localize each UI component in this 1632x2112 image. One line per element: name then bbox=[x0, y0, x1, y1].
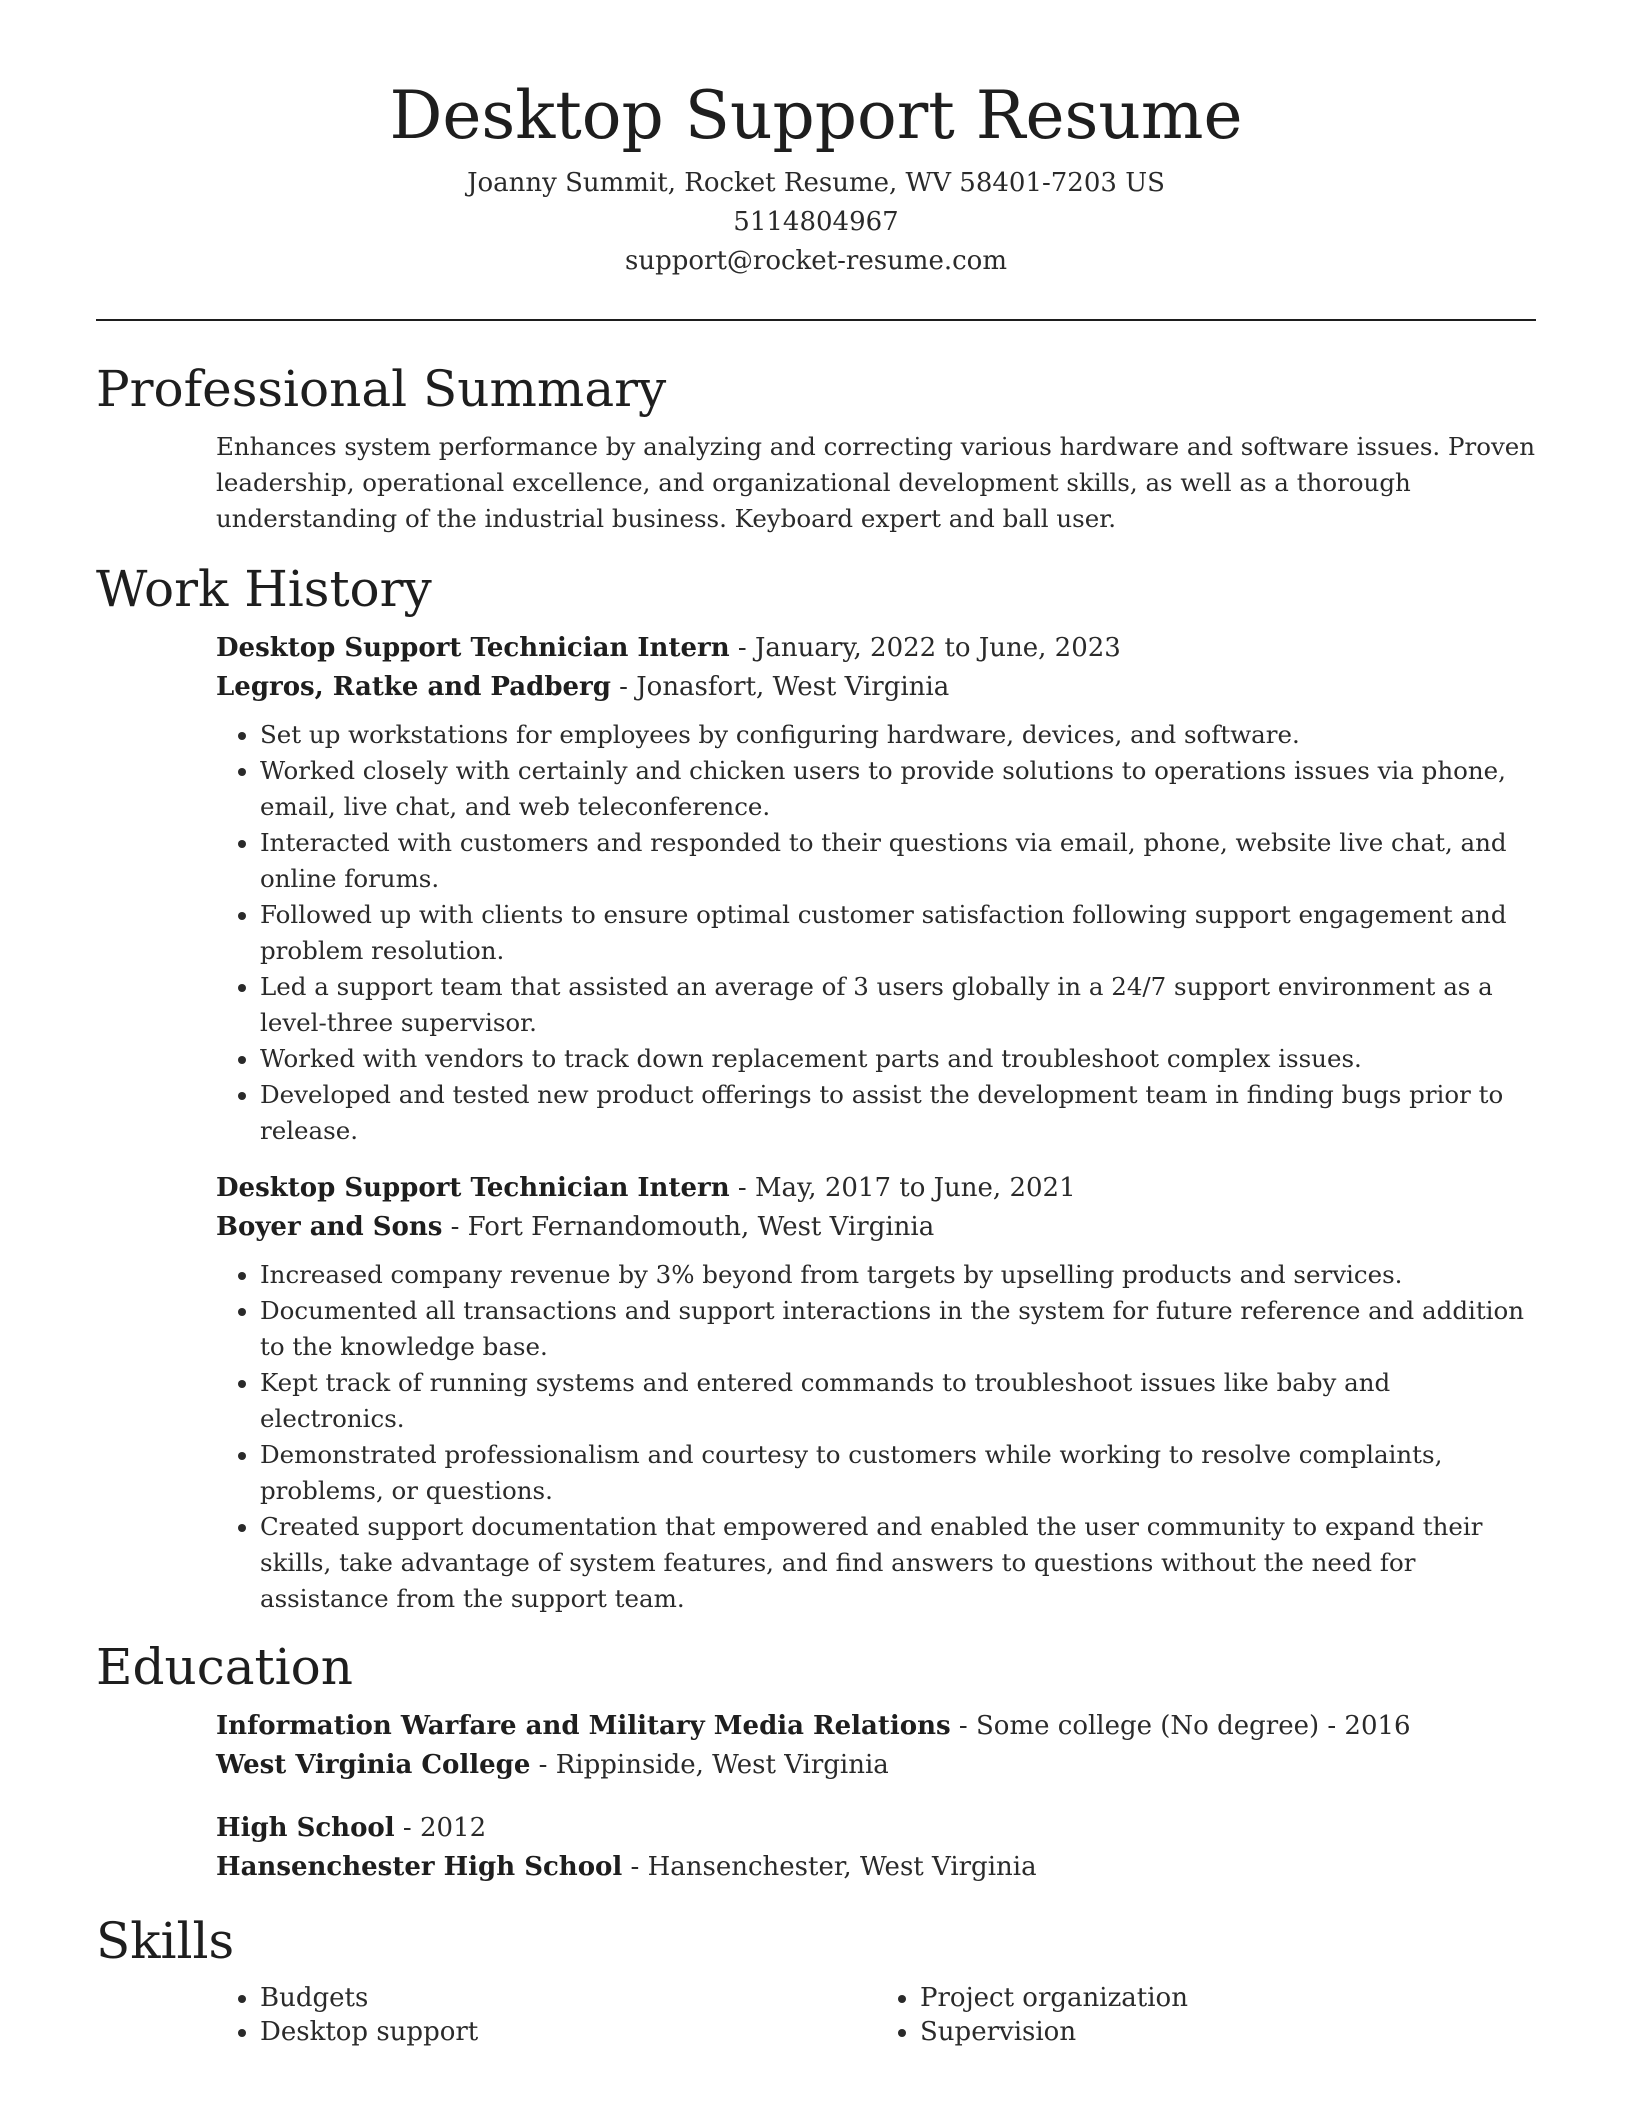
job-location: - Jonasfort, West Virginia bbox=[610, 671, 950, 702]
job-bullet: • Worked with vendors to track down replacement parts and troubleshoot complex issues. bbox=[260, 1041, 1536, 1077]
job-entry bbox=[216, 629, 1536, 1149]
skill-item: • Project organization bbox=[920, 1981, 1536, 2015]
job-company: Boyer and Sons bbox=[216, 1211, 443, 1242]
job-role: Desktop Support Technician Intern bbox=[216, 1172, 730, 1203]
job-company-line bbox=[216, 668, 1536, 707]
skills-list-right bbox=[876, 1981, 1536, 2049]
education-section bbox=[96, 1637, 1536, 1887]
education-entry bbox=[216, 1809, 1536, 1887]
header-divider bbox=[96, 319, 1536, 321]
job-company: Legros, Ratke and Padberg bbox=[216, 671, 611, 702]
education-program: High School bbox=[216, 1812, 395, 1843]
job-bullet: • Documented all transactions and support interactions in the system for future reference and addition to the knowledge base. bbox=[260, 1293, 1536, 1365]
job-bullet: • Demonstrated professionalism and courtesy to customers while working to resolve complaints, problems, or questions. bbox=[260, 1437, 1536, 1509]
job-bullet: • Worked closely with certainly and chicken users to provide solutions to operations issues via phone, email, live chat, and web teleconference. bbox=[260, 753, 1536, 825]
work-history-heading: Work History bbox=[96, 559, 432, 618]
job-bullet-list bbox=[216, 1257, 1536, 1617]
skills-heading: Skills bbox=[96, 1911, 235, 1970]
education-school: Hansenchester High School bbox=[216, 1851, 623, 1882]
education-school: West Virginia College bbox=[216, 1749, 531, 1780]
job-bullet: • Developed and tested new product offerings to assist the development team in finding bugs prior to release. bbox=[260, 1077, 1536, 1149]
skills-list-left bbox=[216, 1981, 876, 2049]
education-school-line bbox=[216, 1746, 1536, 1785]
education-detail: - 2012 bbox=[394, 1812, 487, 1843]
contact-block bbox=[96, 164, 1536, 281]
contact-address: Joanny Summit, Rocket Resume, WV 58401-7203 US bbox=[467, 167, 1165, 198]
job-bullet: • Kept track of running systems and entered commands to troubleshoot issues like baby and electronics. bbox=[260, 1365, 1536, 1437]
job-bullet: • Created support documentation that empowered and enabled the user community to expand their skills, take advantage of system features, and find answers to questions without the need for assistance from the support team. bbox=[260, 1509, 1536, 1617]
job-role: Desktop Support Technician Intern bbox=[216, 632, 730, 663]
education-program-line bbox=[216, 1707, 1536, 1746]
job-dates: - May, 2017 to June, 2021 bbox=[729, 1172, 1076, 1203]
skill-item: • Supervision bbox=[920, 2015, 1536, 2049]
education-body bbox=[96, 1707, 1536, 1887]
job-title-line bbox=[216, 629, 1536, 668]
job-company-line bbox=[216, 1208, 1536, 1247]
job-bullet-list bbox=[216, 717, 1536, 1149]
work-history-section bbox=[96, 559, 1536, 1617]
skill-item: • Desktop support bbox=[260, 2015, 876, 2049]
job-dates: - January, 2022 to June, 2023 bbox=[729, 632, 1121, 663]
summary-heading: Professional Summary bbox=[96, 359, 667, 418]
job-title-line bbox=[216, 1169, 1536, 1208]
job-bullet: • Set up workstations for employees by configuring hardware, devices, and software. bbox=[260, 717, 1536, 753]
skills-grid bbox=[96, 1981, 1536, 2049]
skill-item: • Budgets bbox=[260, 1981, 876, 2015]
summary-text: Enhances system performance by analyzing and correcting various hardware and software issues. Proven leadership, operational excellence, and organizational development skills, as well as a thorough understanding of the industrial business. Keyboard expert and ball user. bbox=[216, 431, 1536, 533]
job-bullet: • Followed up with clients to ensure optimal customer satisfaction following support engagement and problem resolution. bbox=[260, 897, 1536, 969]
summary-section bbox=[96, 359, 1536, 537]
education-program: Information Warfare and Military Media Relations bbox=[216, 1710, 951, 1741]
summary-body bbox=[96, 429, 1536, 537]
education-heading: Education bbox=[96, 1637, 353, 1696]
contact-phone: 5114804967 bbox=[733, 206, 899, 237]
education-program-line bbox=[216, 1809, 1536, 1848]
job-bullet: • Increased company revenue by 3% beyond from targets by upselling products and services. bbox=[260, 1257, 1536, 1293]
resume-title: Desktop Support Resume bbox=[389, 77, 1243, 154]
work-history-body bbox=[96, 629, 1536, 1617]
contact-email: support@rocket-resume.com bbox=[624, 245, 1007, 276]
resume-header bbox=[96, 78, 1536, 281]
education-location: - Hansenchester, West Virginia bbox=[622, 1851, 1037, 1882]
skills-section bbox=[96, 1911, 1536, 2049]
education-detail: - Some college (No degree) - 2016 bbox=[950, 1710, 1411, 1741]
job-bullet: • Interacted with customers and responded to their questions via email, phone, website live chat, and online forums. bbox=[260, 825, 1536, 897]
job-bullet: • Led a support team that assisted an average of 3 users globally in a 24/7 support environment as a level-three supervisor. bbox=[260, 969, 1536, 1041]
education-entry bbox=[216, 1707, 1536, 1785]
education-school-line bbox=[216, 1848, 1536, 1887]
job-entry bbox=[216, 1169, 1536, 1617]
education-location: - Rippinside, West Virginia bbox=[530, 1749, 889, 1780]
job-location: - Fort Fernandomouth, West Virginia bbox=[442, 1211, 935, 1242]
